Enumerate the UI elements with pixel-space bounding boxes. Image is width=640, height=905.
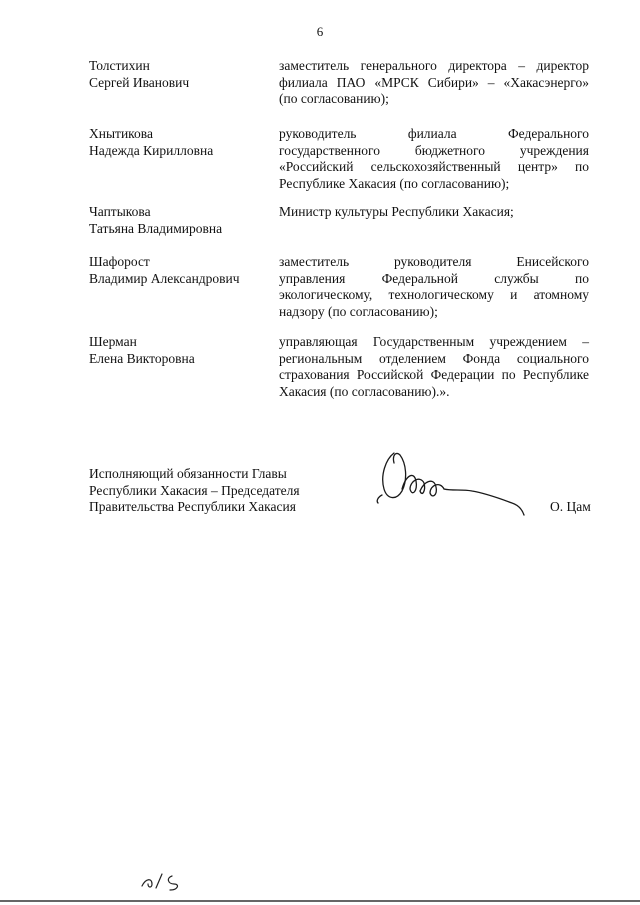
page-number: 6 xyxy=(316,24,324,39)
role-line: региональным отделением Фонда социального xyxy=(279,350,589,366)
role-line: Хакасия (по согласованию).». xyxy=(279,383,450,399)
member-role xyxy=(279,204,589,221)
member-role xyxy=(279,126,589,192)
member-role xyxy=(279,58,589,108)
role-line: «Российский сельскохозяйственный центр» по xyxy=(279,159,589,174)
role-line: заместитель руководителя Енисейского xyxy=(279,254,589,269)
member-surname: Чаптыкова xyxy=(89,204,151,219)
signatory-title-line: Исполняющий обязанности Главы xyxy=(89,466,287,481)
role-line: государственного бюджетного учреждения xyxy=(279,142,589,158)
member-given-names: Владимир Александрович xyxy=(89,270,240,286)
member-given-names: Надежда Кирилловна xyxy=(89,142,214,158)
member-name xyxy=(89,334,269,367)
member-given-names: Елена Викторовна xyxy=(89,350,195,366)
member-name xyxy=(89,58,269,91)
member-surname: Шерман xyxy=(89,334,137,349)
member-surname: Шафорост xyxy=(89,254,150,269)
role-line: филиала ПАО «МРСК Сибири» – «Хакасэнерго» xyxy=(279,74,589,90)
member-name xyxy=(89,126,269,159)
handwritten-signature-icon xyxy=(372,445,532,525)
member-given-names: Сергей Иванович xyxy=(89,74,190,90)
member-surname: Толстихин xyxy=(89,58,150,73)
role-line: экологическому, технологическому и атомному xyxy=(279,287,589,302)
role-line: управляющая Государственным учреждением – xyxy=(279,334,589,349)
signer-name: О. Цам xyxy=(550,499,591,514)
role-line: руководитель филиала Федерального xyxy=(279,126,589,141)
role-line: Республике Хакасия (по согласованию); xyxy=(279,175,510,191)
page-edge-divider xyxy=(0,900,640,902)
role-line: управления Федеральной службы по xyxy=(279,270,589,286)
member-given-names: Татьяна Владимировна xyxy=(89,220,223,236)
signatory-title-line: Правительства Республики Хакасия xyxy=(89,499,296,514)
role-line: (по согласованию); xyxy=(279,91,389,106)
handwritten-initials-icon xyxy=(138,866,198,894)
member-role xyxy=(279,334,589,400)
role-line: страхования Российской Федерации по Республике xyxy=(279,367,589,382)
member-name xyxy=(89,204,269,237)
member-role xyxy=(279,254,589,320)
signatory-title xyxy=(89,466,300,516)
member-name xyxy=(89,254,269,287)
role-line: заместитель генерального директора – директор xyxy=(279,58,589,73)
role-line: надзору (по согласованию); xyxy=(279,303,438,319)
role-line: Министр культуры Республики Хакасия; xyxy=(279,204,514,219)
signatory-title-line: Республики Хакасия – Председателя xyxy=(89,482,300,498)
member-surname: Хнытикова xyxy=(89,126,153,141)
